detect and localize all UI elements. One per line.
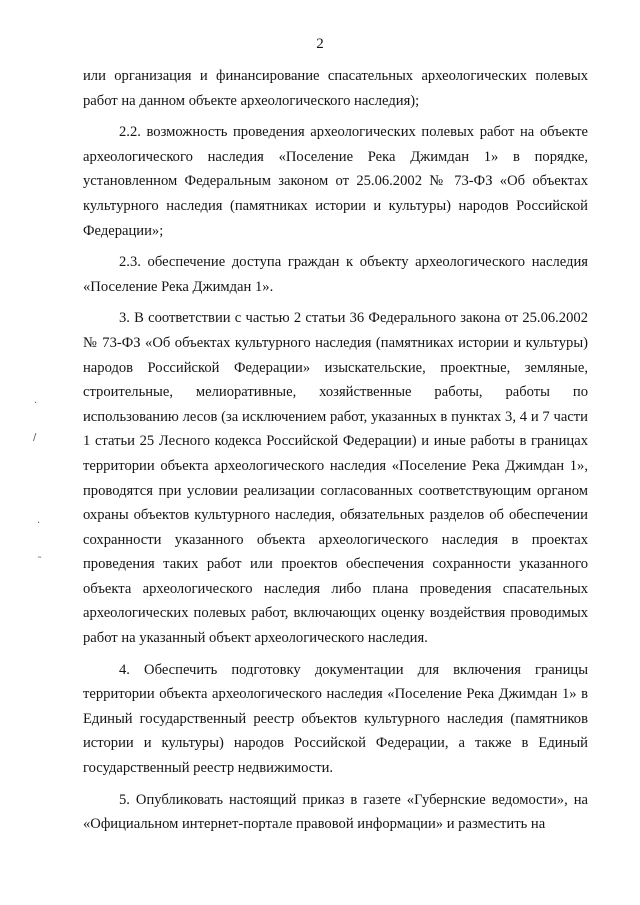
paragraph-3: 3. В соответствии с частью 2 статьи 36 Федерального закона от 25.06.2002 № 73-ФЗ «Об объектах культурного наследия (памятниках истории и культуры) народов Российской Федерации» изыскательские, проектные, земляные, строительные, мелиоративные, хозяйственные работы, работы по использованию лесов (за исключением работ, указанных в пунктах 3, 4 и 7 части 1 статьи 25 Лесного кодекса Российской Федерации) и иные работы в границах территории объекта археологического наследия «Поселение Река Джимдан 1», проводятся при условии реализации согласованных соответствующим органом охраны объектов культурного наследия, обязательных разделов об обеспечении сохранности указанного объекта археологического наследия в проектах проведения таких работ или проектов обеспечения сохранности указанного объекта археологического наследия либо плана проведения спасательных археологических полевых работ, включающих оценку воздействия проводимых работ на указанный объект археологического наследия. [83, 310, 588, 647]
paragraph-4: 4. Обеспечить подготовку документации для включения границы территории объекта археологического наследия «Поселение Река Джимдан 1» в Единый государственный реестр объектов культурного наследия (памятников истории и культуры) народов Российской Федерации, а также в Единый государственный реестр недвижимости. [83, 661, 588, 777]
document-body [83, 64, 588, 844]
scan-mark: / [33, 432, 37, 443]
paragraph-continuation: или организация и финансирование спасательных археологических полевых работ на данном объекте археологического наследия); [83, 68, 588, 109]
page-number: 2 [316, 36, 324, 52]
paragraph-2-2: 2.2. возможность проведения археологических полевых работ на объекте археологического наследия «Поселение Река Джимдан 1» в порядке, установленном Федеральным законом от 25.06.2002 № 73-ФЗ «Об объектах культурного наследия (памятниках истории и культуры) народов Российской Федерации»; [83, 124, 588, 239]
scan-mark: · [37, 518, 41, 529]
paragraph-2-3: 2.3. обеспечение доступа граждан к объекту археологического наследия «Поселение Река Джимдан 1». [83, 254, 588, 295]
paragraph-5: 5. Опубликовать настоящий приказ в газете «Губернские ведомости», на «Официальном интернет-портале правовой информации» и разместить на [83, 791, 588, 833]
scan-mark: · [34, 398, 38, 409]
scan-mark: ˜ [37, 556, 42, 567]
